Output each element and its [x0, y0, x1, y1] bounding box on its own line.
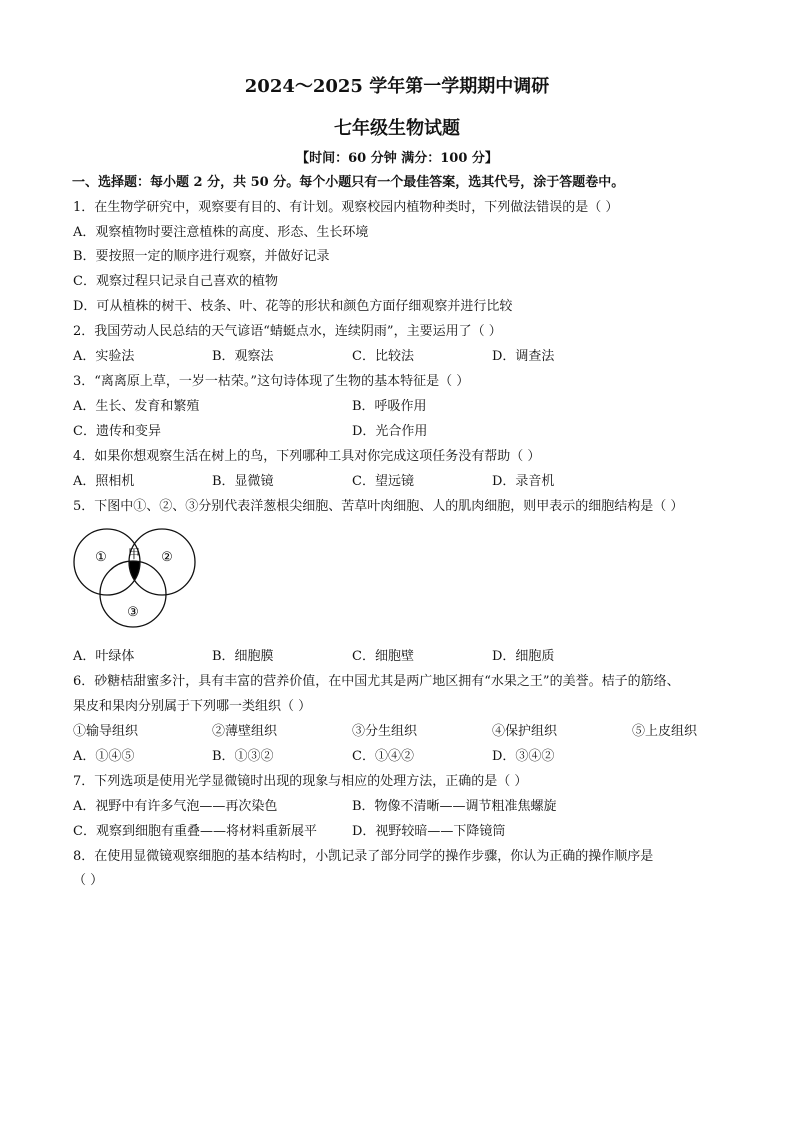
question-6-option-a: A．①④⑤ — [73, 749, 135, 764]
question-4-option-b: B．显微镜 — [212, 474, 274, 489]
question-1-option-c: C．观察过程只记录自己喜欢的植物 — [73, 274, 278, 289]
question-6-stem-line2: 果皮和果肉分别属于下列哪一类组织（ ） — [73, 699, 312, 714]
question-5-option-b: B．细胞膜 — [212, 649, 274, 664]
question-1-option-d: D．可从植株的树干、枝条、叶、花等的形状和颜色方面仔细观察并进行比较 — [73, 299, 513, 314]
question-3-stem: 3．“离离原上草，一岁一枯荣。”这句诗体现了生物的基本特征是（ ） — [73, 374, 470, 389]
question-3-option-b: B．呼吸作用 — [352, 399, 427, 414]
question-6-option-b: B．①③② — [212, 749, 274, 764]
question-3-option-a: A．生长、发育和繁殖 — [73, 399, 200, 414]
question-2-option-a: A．实验法 — [73, 349, 135, 364]
question-2-option-c: C．比较法 — [352, 349, 414, 364]
question-6-stem-line1: 6．砂糖桔甜蜜多汁，具有丰富的营养价值，在中国尤其是两广地区拥有“水果之王”的美誉。桔子的筋络、 — [73, 674, 680, 689]
question-4-option-a: A．照相机 — [73, 474, 135, 489]
question-7-option-c: C．观察到细胞有重叠——将材料重新展平 — [73, 824, 317, 839]
question-5-stem: 5．下图中①、②、③分别代表洋葱根尖细胞、苦草叶肉细胞、人的肌肉细胞，则甲表示的细胞结构是（ ） — [73, 499, 684, 514]
question-7-stem: 7．下列选项是使用光学显微镜时出现的现象与相应的处理方法，正确的是（ ） — [73, 774, 528, 789]
exam-subtitle: 七年级生物试题 — [334, 118, 460, 139]
question-5-option-c: C．细胞壁 — [352, 649, 414, 664]
exam-title: 2024～2025 学年第一学期期中调研 — [244, 76, 550, 97]
question-1-stem: 1．在生物学研究中，观察要有目的、有计划。观察校园内植物种类时，下列做法错误的是（ ） — [73, 200, 619, 215]
question-7-option-a: A．视野中有许多气泡——再次染色 — [73, 799, 278, 814]
exam-meta: 【时间：60 分钟 满分：100 分】 — [296, 151, 498, 166]
question-2-option-d: D．调查法 — [492, 349, 555, 364]
question-5-option-d: D．细胞质 — [492, 649, 555, 664]
question-4-stem: 4．如果你想观察生活在树上的鸟，下列哪种工具对你完成这项任务没有帮助（ ） — [73, 449, 541, 464]
question-3-option-c: C．遗传和变异 — [73, 424, 161, 439]
question-6-tissue-3: ③分生组织 — [352, 724, 418, 739]
question-6-tissue-4: ④保护组织 — [492, 724, 558, 739]
question-6-option-d: D．③④② — [492, 749, 555, 764]
question-6-tissue-5: ⑤上皮组织 — [632, 724, 698, 739]
venn-label-1: ① — [95, 550, 107, 565]
question-1-option-a: A．观察植物时要注意植株的高度、形态、生长环境 — [73, 225, 369, 240]
question-2-option-b: B．观察法 — [212, 349, 274, 364]
venn-label-3: ③ — [127, 605, 139, 620]
question-3-option-d: D．光合作用 — [352, 424, 428, 439]
question-4-option-c: C．望远镜 — [352, 474, 414, 489]
question-7-option-d: D．视野较暗——下降镜筒 — [352, 824, 506, 839]
question-5-option-a: A．叶绿体 — [73, 649, 135, 664]
question-7-option-b: B．物像不清晰——调节粗准焦螺旋 — [352, 799, 557, 814]
question-8-paren: （ ） — [73, 873, 104, 888]
question-4-option-d: D．录音机 — [492, 474, 555, 489]
question-2-stem: 2．我国劳动人民总结的天气谚语“蜻蜓点水，连续阴雨”，主要运用了（ ） — [73, 324, 502, 339]
venn-label-2: ② — [161, 550, 173, 565]
venn-diagram — [70, 522, 200, 632]
section-heading: 一、选择题：每小题 2 分，共 50 分。每个小题只有一个最佳答案，选其代号，涂于答题卷中。 — [72, 175, 625, 190]
question-6-option-c: C．①④② — [352, 749, 414, 764]
venn-label-center: 甲 — [127, 547, 141, 561]
question-1-option-b: B．要按照一定的顺序进行观察，并做好记录 — [73, 249, 330, 264]
question-6-tissue-1: ①输导组织 — [73, 724, 139, 739]
question-8-stem: 8．在使用显微镜观察细胞的基本结构时，小凯记录了部分同学的操作步骤，你认为正确的操作顺序是 — [73, 849, 654, 864]
question-6-tissue-2: ②薄壁组织 — [212, 724, 278, 739]
